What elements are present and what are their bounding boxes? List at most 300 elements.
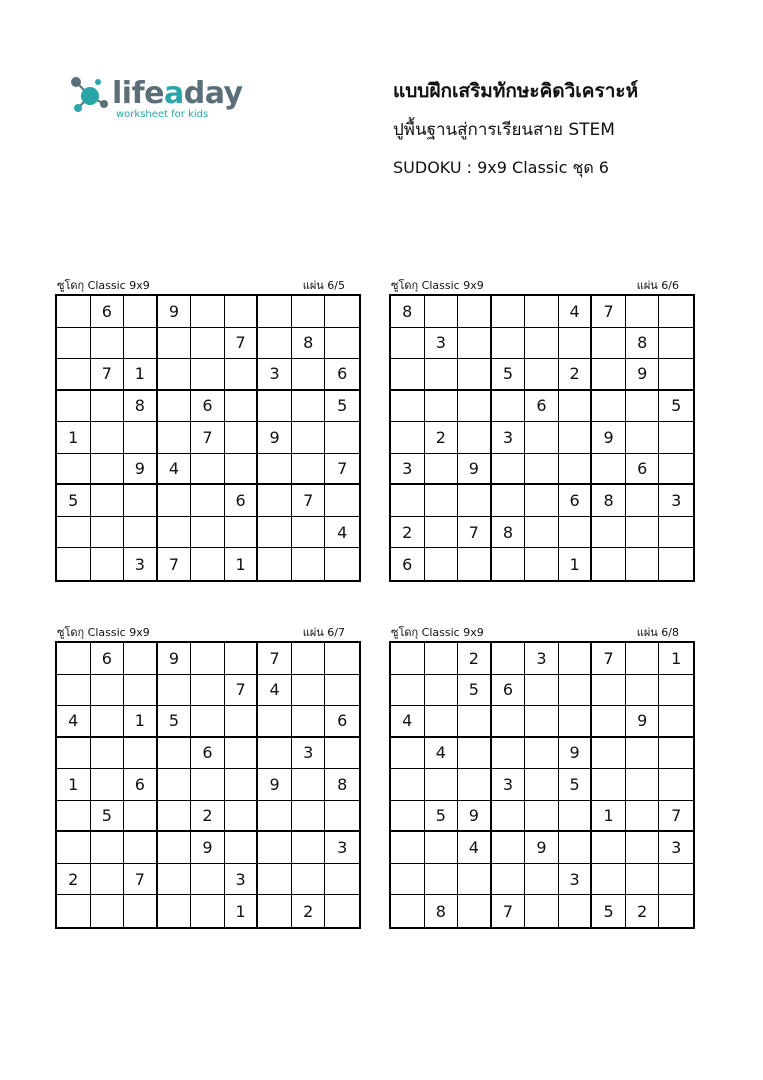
sudoku-cell [425,485,459,517]
sudoku-cell [425,454,459,486]
sudoku-cell: 1 [559,548,593,580]
sudoku-cell [158,738,192,770]
sudoku-cell [525,769,559,801]
sudoku-cell [425,864,459,896]
sudoku-cell [425,359,459,391]
sudoku-cell: 1 [592,801,626,833]
sudoku-cell [258,738,292,770]
sudoku-cell [225,296,259,328]
sudoku-puzzle [389,279,695,582]
sudoku-cell [458,359,492,391]
sudoku-cell [191,328,225,360]
sudoku-cell: 9 [626,706,660,738]
sudoku-cell [525,801,559,833]
puzzle-title: ซูโดกุ Classic 9x9 [391,626,484,639]
sudoku-cell [492,738,526,770]
sudoku-cell [57,832,91,864]
sudoku-cell [158,895,192,927]
sudoku-cell [225,422,259,454]
sudoku-cell [191,296,225,328]
sudoku-cell [659,895,693,927]
sudoku-cell [559,328,593,360]
sudoku-cell: 3 [425,328,459,360]
sudoku-cell [91,517,125,549]
sudoku-cell [292,422,326,454]
sudoku-cell [158,391,192,423]
puzzle-title: ซูโดกุ Classic 9x9 [57,626,150,639]
sudoku-cell [158,359,192,391]
sudoku-cell [492,864,526,896]
sudoku-cell [425,832,459,864]
sudoku-cell [158,832,192,864]
sheet-number: แผ่น 6/6 [636,279,679,292]
puzzle-header [55,279,361,293]
sudoku-cell: 3 [559,864,593,896]
sudoku-cell [626,548,660,580]
sudoku-grid [389,641,695,929]
sudoku-cell: 4 [158,454,192,486]
sudoku-cell [525,864,559,896]
sudoku-cell [57,801,91,833]
sudoku-cell [124,296,158,328]
sudoku-cell [91,832,125,864]
sudoku-cell [458,548,492,580]
sudoku-cell [225,517,259,549]
sudoku-cell [258,517,292,549]
sudoku-cell: 8 [124,391,158,423]
sudoku-cell [391,359,425,391]
sudoku-cell [525,422,559,454]
logo-wordmark: lifeaday [112,76,243,111]
sudoku-cell: 9 [559,738,593,770]
sudoku-cell: 5 [425,801,459,833]
sudoku-cell [225,738,259,770]
sudoku-cell [258,548,292,580]
sudoku-cell [559,801,593,833]
sudoku-cell [124,517,158,549]
sudoku-cell [525,454,559,486]
sudoku-cell: 3 [258,359,292,391]
sudoku-cell [292,643,326,675]
sudoku-cell: 4 [258,675,292,707]
sudoku-cell [57,738,91,770]
sudoku-cell [525,296,559,328]
sudoku-cell [325,422,359,454]
sudoku-cell [292,801,326,833]
sudoku-cell: 7 [492,895,526,927]
sudoku-cell [559,391,593,423]
sudoku-cell [458,391,492,423]
sudoku-cell [225,801,259,833]
sudoku-cell [91,454,125,486]
sudoku-cell: 7 [592,296,626,328]
sudoku-cell: 3 [659,485,693,517]
sudoku-grid [389,294,695,582]
sudoku-cell: 9 [458,454,492,486]
sudoku-cell [191,706,225,738]
sudoku-cell: 6 [191,738,225,770]
sudoku-cell: 6 [559,485,593,517]
sudoku-cell: 6 [225,485,259,517]
sudoku-cell [525,328,559,360]
sudoku-cell [559,706,593,738]
sudoku-cell [191,454,225,486]
sudoku-cell [458,769,492,801]
sudoku-cell [492,832,526,864]
sudoku-cell [292,296,326,328]
sudoku-cell: 7 [458,517,492,549]
sudoku-cell [292,832,326,864]
sudoku-cell [225,643,259,675]
sudoku-cell: 1 [659,643,693,675]
sudoku-cell [158,485,192,517]
sudoku-cell [626,832,660,864]
sudoku-cell [659,706,693,738]
sudoku-cell [57,359,91,391]
sudoku-cell [626,864,660,896]
sudoku-cell [626,296,660,328]
sudoku-cell [124,832,158,864]
sudoku-cell: 2 [458,643,492,675]
sudoku-cell [124,485,158,517]
sudoku-cell: 6 [325,706,359,738]
sudoku-cell: 2 [57,864,91,896]
sudoku-cell [492,485,526,517]
sudoku-cell [325,801,359,833]
puzzle-header [389,279,695,293]
sudoku-cell [91,895,125,927]
sheet-number: แผ่น 6/7 [302,626,345,639]
sudoku-cell: 7 [91,359,125,391]
sudoku-cell: 5 [592,895,626,927]
sudoku-cell: 6 [91,296,125,328]
sudoku-cell [492,643,526,675]
sudoku-cell [659,864,693,896]
sudoku-cell [191,548,225,580]
sudoku-puzzle [55,626,361,929]
sudoku-cell: 9 [258,422,292,454]
sudoku-cell [292,359,326,391]
sudoku-cell [191,485,225,517]
sudoku-cell: 6 [91,643,125,675]
sudoku-cell [525,548,559,580]
sudoku-cell [626,485,660,517]
sudoku-cell [425,675,459,707]
sudoku-cell [258,391,292,423]
sudoku-cell [225,832,259,864]
sudoku-cell [225,454,259,486]
sudoku-cell [659,359,693,391]
sudoku-cell: 7 [225,328,259,360]
sudoku-cell: 1 [225,895,259,927]
sudoku-cell [425,296,459,328]
sudoku-cell [391,328,425,360]
sudoku-cell: 6 [525,391,559,423]
puzzle-header [389,626,695,640]
sudoku-cell [91,769,125,801]
sudoku-cell: 9 [158,643,192,675]
sudoku-cell [592,359,626,391]
sudoku-cell [525,675,559,707]
sudoku-cell [91,738,125,770]
sudoku-cell [292,706,326,738]
sudoku-cell: 4 [458,832,492,864]
logo-tagline: worksheet for kids [116,109,209,120]
sudoku-cell: 9 [592,422,626,454]
sudoku-cell [592,391,626,423]
sudoku-cell: 1 [57,769,91,801]
sudoku-cell: 6 [492,675,526,707]
sudoku-cell [659,296,693,328]
sudoku-cell: 5 [492,359,526,391]
sudoku-cell: 9 [258,769,292,801]
sudoku-cell: 4 [57,706,91,738]
sudoku-cell [325,485,359,517]
sudoku-cell [492,391,526,423]
sudoku-cell [559,517,593,549]
sudoku-cell [391,769,425,801]
sudoku-cell [592,769,626,801]
sudoku-cell [225,769,259,801]
sudoku-cell [91,675,125,707]
sudoku-cell: 3 [391,454,425,486]
sudoku-cell [592,548,626,580]
sudoku-cell [225,391,259,423]
sudoku-cell [57,548,91,580]
sudoku-cell: 6 [391,548,425,580]
sudoku-cell: 8 [425,895,459,927]
sudoku-cell: 9 [124,454,158,486]
sudoku-cell [659,454,693,486]
sudoku-grid [55,294,361,582]
sudoku-cell [592,517,626,549]
sudoku-cell [659,328,693,360]
sudoku-cell: 2 [559,359,593,391]
sudoku-cell [391,895,425,927]
sudoku-cell [626,517,660,549]
sudoku-cell [292,391,326,423]
sudoku-cell: 3 [492,769,526,801]
sudoku-cell [592,454,626,486]
sudoku-cell [592,706,626,738]
sudoku-cell: 6 [626,454,660,486]
sudoku-cell [458,864,492,896]
sudoku-cell [91,548,125,580]
sudoku-cell [391,832,425,864]
sudoku-cell: 1 [124,359,158,391]
sudoku-cell [191,769,225,801]
sudoku-cell [124,643,158,675]
sudoku-cell [525,359,559,391]
sudoku-cell [258,485,292,517]
sudoku-cell [325,296,359,328]
sudoku-cell [626,738,660,770]
sudoku-cell [158,801,192,833]
sudoku-cell: 8 [391,296,425,328]
sudoku-cell: 2 [292,895,326,927]
sudoku-cell [258,706,292,738]
sudoku-cell [258,454,292,486]
page-title: แบบฝึกเสริมทักษะคิดวิเคราะห์ [393,80,639,102]
sudoku-cell [225,706,259,738]
sudoku-cell [391,864,425,896]
sudoku-cell: 3 [492,422,526,454]
puzzle-title: ซูโดกุ Classic 9x9 [57,279,150,292]
sudoku-cell [124,675,158,707]
sudoku-cell [425,769,459,801]
sudoku-cell [91,864,125,896]
sudoku-cell [525,485,559,517]
sudoku-cell: 5 [659,391,693,423]
sudoku-cell: 9 [458,801,492,833]
sudoku-cell [57,675,91,707]
molecule-icon [68,74,112,118]
sudoku-cell [391,801,425,833]
sudoku-cell [559,675,593,707]
sudoku-cell: 9 [525,832,559,864]
sudoku-cell [592,832,626,864]
sudoku-cell [626,801,660,833]
sudoku-cell [391,485,425,517]
sudoku-cell [391,391,425,423]
sudoku-cell [91,422,125,454]
sudoku-cell [559,832,593,864]
sudoku-cell: 7 [225,675,259,707]
sudoku-cell [124,738,158,770]
sudoku-cell: 7 [258,643,292,675]
sudoku-cell: 9 [191,832,225,864]
sudoku-cell [458,738,492,770]
sudoku-cell [325,548,359,580]
sudoku-cell: 2 [191,801,225,833]
sudoku-cell [292,769,326,801]
sudoku-cell [559,895,593,927]
sudoku-cell [659,517,693,549]
sudoku-cell [659,769,693,801]
sudoku-grid [55,641,361,929]
sudoku-cell [158,675,192,707]
sudoku-cell [292,548,326,580]
sudoku-cell [659,548,693,580]
sudoku-cell [191,359,225,391]
sudoku-cell: 6 [124,769,158,801]
sudoku-cell: 3 [325,832,359,864]
sudoku-cell: 7 [124,864,158,896]
sudoku-cell [57,391,91,423]
sudoku-cell [325,328,359,360]
sudoku-cell [458,895,492,927]
sudoku-cell [492,548,526,580]
sudoku-cell: 3 [292,738,326,770]
sudoku-cell: 5 [57,485,91,517]
puzzle-title: ซูโดกุ Classic 9x9 [391,279,484,292]
sudoku-cell [325,864,359,896]
sudoku-cell [325,643,359,675]
sudoku-cell [492,296,526,328]
sudoku-cell: 6 [191,391,225,423]
sudoku-cell [325,675,359,707]
sudoku-cell [124,801,158,833]
sudoku-cell [458,296,492,328]
sudoku-cell: 6 [325,359,359,391]
sudoku-cell: 4 [559,296,593,328]
sudoku-cell [158,864,192,896]
sudoku-cell [292,675,326,707]
sudoku-cell [124,895,158,927]
sudoku-puzzle [55,279,361,582]
sudoku-cell [425,643,459,675]
sudoku-cell: 7 [592,643,626,675]
sudoku-cell: 3 [525,643,559,675]
sudoku-cell [559,643,593,675]
sudoku-cell [525,517,559,549]
sudoku-cell [292,454,326,486]
sudoku-cell [191,643,225,675]
sheet-number: แผ่น 6/8 [636,626,679,639]
sudoku-cell: 1 [124,706,158,738]
sudoku-cell [124,328,158,360]
sudoku-cell [391,643,425,675]
sudoku-cell: 5 [158,706,192,738]
sudoku-cell [492,328,526,360]
sudoku-cell [659,675,693,707]
sudoku-cell [458,328,492,360]
sudoku-cell: 7 [292,485,326,517]
sudoku-cell [325,738,359,770]
sudoku-cell [391,422,425,454]
sudoku-cell: 4 [325,517,359,549]
sudoku-cell: 5 [458,675,492,707]
sudoku-cell [626,769,660,801]
sudoku-cell: 7 [659,801,693,833]
sudoku-cell [659,422,693,454]
sudoku-cell: 5 [325,391,359,423]
sudoku-cell [425,706,459,738]
sudoku-cell [425,391,459,423]
sudoku-cell [626,391,660,423]
sudoku-cell: 8 [292,328,326,360]
puzzle-header [55,626,361,640]
sudoku-cell: 4 [425,738,459,770]
sudoku-cell [258,895,292,927]
sudoku-cell [57,517,91,549]
sudoku-cell [425,517,459,549]
sudoku-cell: 3 [659,832,693,864]
sudoku-cell [258,296,292,328]
sudoku-cell [191,675,225,707]
sudoku-cell [626,422,660,454]
sudoku-cell [659,738,693,770]
sudoku-cell [191,895,225,927]
sudoku-cell: 8 [626,328,660,360]
sudoku-cell [492,454,526,486]
sudoku-cell [292,864,326,896]
sudoku-cell [559,454,593,486]
sudoku-cell: 1 [57,422,91,454]
sudoku-cell [91,328,125,360]
sudoku-cell [191,864,225,896]
sudoku-cell [158,422,192,454]
sudoku-cell: 7 [158,548,192,580]
sudoku-cell [559,422,593,454]
sudoku-cell [325,895,359,927]
sudoku-cell [191,517,225,549]
sudoku-cell: 5 [559,769,593,801]
sudoku-cell: 1 [225,548,259,580]
sudoku-cell [525,738,559,770]
sudoku-cell [425,548,459,580]
sudoku-cell: 4 [391,706,425,738]
